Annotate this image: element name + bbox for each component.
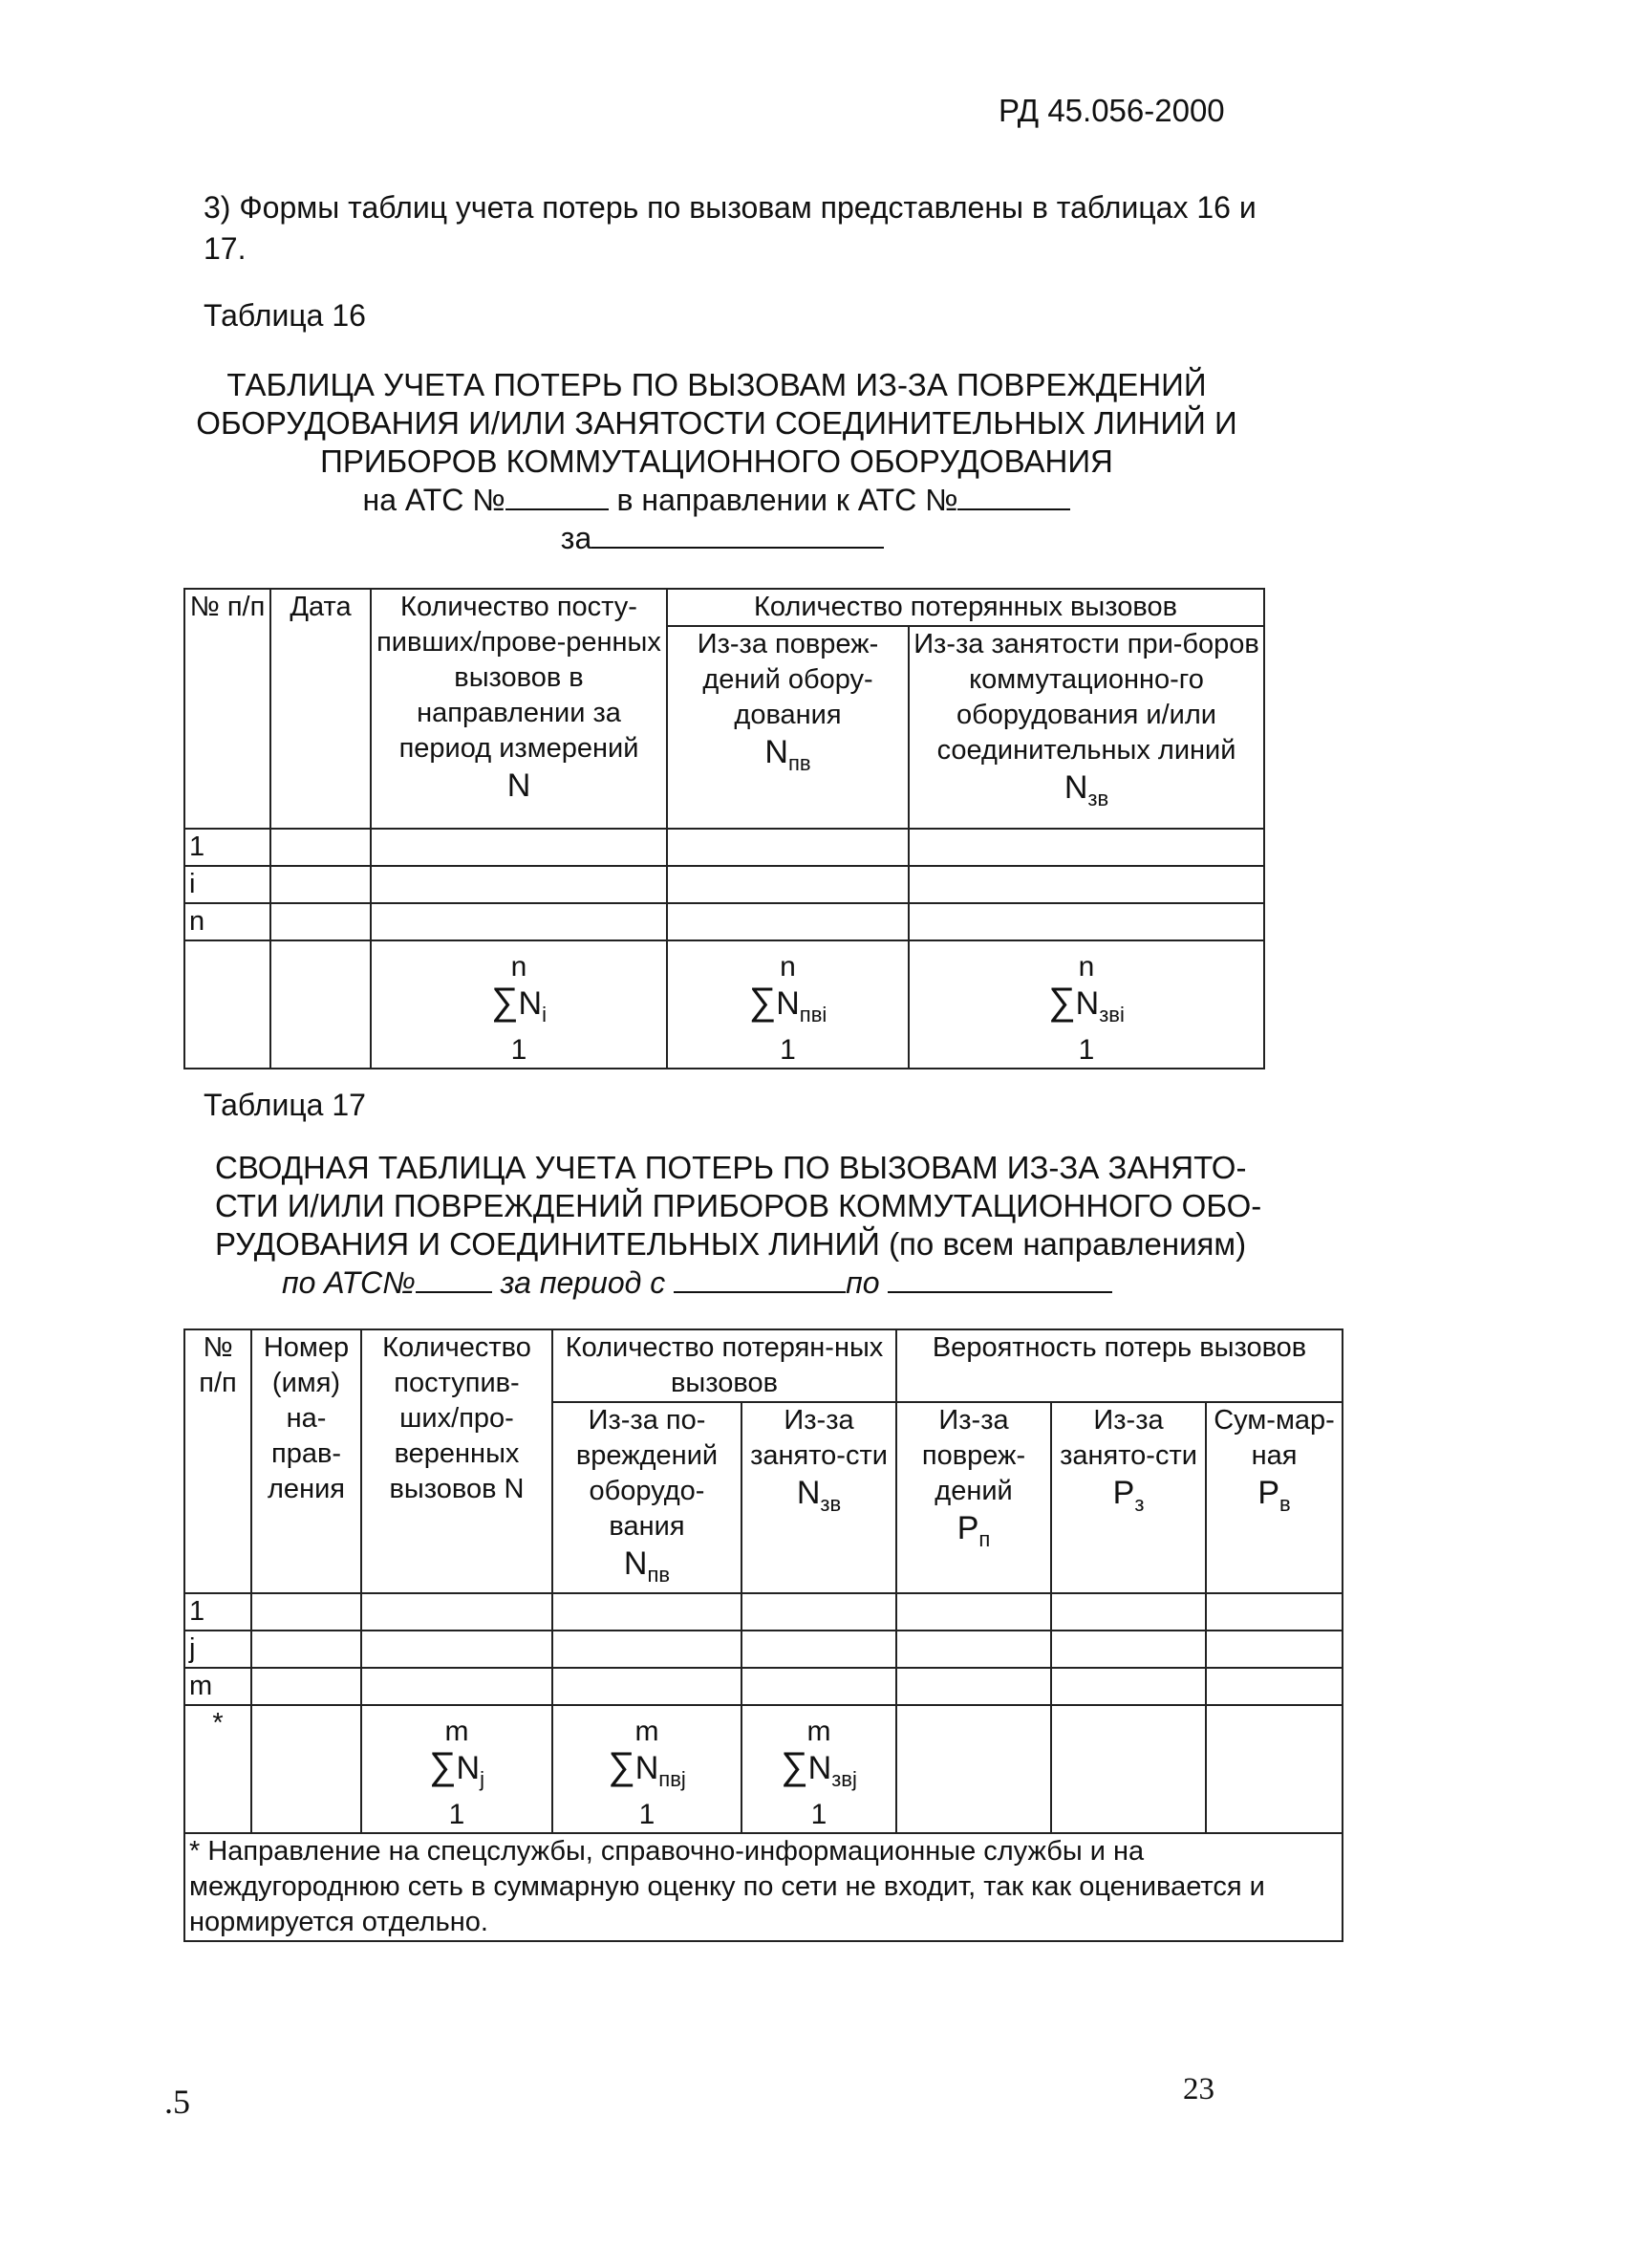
table17-title-line-2: СТИ И/ИЛИ ПОВРЕЖДЕНИЙ ПРИБОРОВ КОММУТАЦИОННОГО ОБО- xyxy=(215,1188,1262,1223)
sum-lower-limit: 1 xyxy=(638,1799,655,1830)
page-mark: .5 xyxy=(164,2083,190,2121)
table17-header-p-damage-subscript: п xyxy=(978,1527,991,1551)
table16-header-lost-group: Количество потерянных вызовов xyxy=(667,589,1264,626)
sum-upper-limit: n xyxy=(1078,951,1095,983)
table16 xyxy=(183,588,1265,1069)
table-cell xyxy=(270,866,371,903)
table-cell xyxy=(667,829,909,866)
table16-header-date: Дата xyxy=(270,589,371,829)
sum-sign: ∑ xyxy=(491,981,519,1023)
table16-title xyxy=(162,366,1271,557)
page-number: 23 xyxy=(1183,2072,1214,2106)
table17-header-busy-text: Из-за занято-сти xyxy=(750,1405,888,1471)
table17-row-label: j xyxy=(184,1631,251,1668)
sum-symbol: N xyxy=(776,985,800,1022)
table17-header-p-busy-text: Из-за занято-сти xyxy=(1060,1405,1197,1471)
table16-header-busy-symbol: N xyxy=(1064,769,1088,806)
table17-header-damage-text: Из-за по-вреждений оборудо-вания xyxy=(575,1405,719,1542)
table17-sub-period-to-label: по xyxy=(846,1265,880,1300)
sum-sign: ∑ xyxy=(608,1745,635,1787)
table17-header-damage xyxy=(552,1402,741,1593)
table16-sum-row xyxy=(184,940,1264,1069)
table17-title xyxy=(182,1149,1271,1302)
table-cell xyxy=(270,903,371,940)
table16-atc-blank xyxy=(505,484,609,510)
sum-symbol: N xyxy=(807,1750,832,1786)
sum-upper-limit: m xyxy=(444,1716,469,1747)
table-cell xyxy=(1051,1668,1206,1705)
table17-header-busy-symbol: N xyxy=(796,1475,821,1511)
table-cell xyxy=(667,903,909,940)
sum-lower-limit: 1 xyxy=(510,1034,527,1066)
table-row xyxy=(184,1593,1343,1631)
table16-direction-blank xyxy=(957,484,1070,510)
sum-sign: ∑ xyxy=(748,981,777,1023)
table17-header-p-total-symbol: P xyxy=(1257,1475,1280,1511)
table-cell xyxy=(1051,1705,1206,1833)
table16-header-num: № п/п xyxy=(184,589,270,829)
table-cell xyxy=(1206,1593,1343,1631)
table-cell xyxy=(270,829,371,866)
sum-subscript: пвj xyxy=(658,1767,686,1791)
table16-caption: Таблица 16 xyxy=(204,298,366,333)
sum-upper-limit: n xyxy=(510,951,527,983)
table-cell xyxy=(741,1593,896,1631)
table16-header-busy-text: Из-за занятости при-боров коммутационно-го оборудования и/или соединительных линий xyxy=(913,629,1259,766)
table-cell xyxy=(184,940,270,1069)
table17-atc-blank xyxy=(416,1266,492,1293)
table17-title-line-3: РУДОВАНИЯ И СОЕДИНИТЕЛЬНЫХ ЛИНИЙ (по всем направлениям) xyxy=(215,1226,1247,1262)
table-cell xyxy=(251,1631,361,1668)
table17-sum-busy xyxy=(741,1705,896,1833)
sum-upper-limit: m xyxy=(634,1716,659,1747)
sum-upper-limit: n xyxy=(780,951,796,983)
table16-header-damage-symbol: N xyxy=(764,734,788,770)
table17-footnote-row xyxy=(184,1833,1343,1941)
table16-sub-direction-label: в направлении к АТС № xyxy=(616,483,958,517)
table17-caption: Таблица 17 xyxy=(204,1088,366,1122)
document-code: РД 45.056-2000 xyxy=(999,93,1225,128)
table-row xyxy=(184,1631,1343,1668)
table-row xyxy=(184,829,1264,866)
sum-subscript: звj xyxy=(831,1767,857,1791)
sum-sign: ∑ xyxy=(781,1745,808,1787)
table-cell xyxy=(1051,1593,1206,1631)
table-row xyxy=(184,903,1264,940)
table16-sub-atc-label: на АТС № xyxy=(362,483,505,517)
table16-sum-damage xyxy=(667,940,909,1069)
table17-title-line-1: СВОДНАЯ ТАБЛИЦА УЧЕТА ПОТЕРЬ ПО ВЫЗОВАМ ИЗ-ЗА ЗАНЯТО- xyxy=(215,1150,1247,1185)
table-cell xyxy=(1206,1631,1343,1668)
sum-subscript: пвi xyxy=(799,1003,827,1026)
table-cell xyxy=(909,866,1264,903)
table16-title-line-2: ОБОРУДОВАНИЯ И/ИЛИ ЗАНЯТОСТИ СОЕДИНИТЕЛЬНЫХ ЛИНИЙ И xyxy=(196,405,1237,441)
sum-sign: ∑ xyxy=(1048,981,1076,1023)
table16-subtitle xyxy=(162,481,1271,519)
table17-header-p-total-subscript: в xyxy=(1279,1492,1291,1516)
table16-header-damage xyxy=(667,626,909,829)
sum-subscript: i xyxy=(542,1003,547,1026)
table16-row-label: 1 xyxy=(184,829,270,866)
table-cell xyxy=(741,1668,896,1705)
sum-lower-limit: 1 xyxy=(1078,1034,1095,1066)
table-cell xyxy=(896,1593,1051,1631)
sum-symbol: N xyxy=(456,1750,481,1786)
table16-header-busy-subscript: зв xyxy=(1087,787,1109,810)
table16-header-damage-subscript: пв xyxy=(787,751,811,775)
sum-lower-limit: 1 xyxy=(810,1799,827,1830)
table16-header-incoming xyxy=(371,589,667,829)
table-cell xyxy=(1206,1705,1343,1833)
table17-subtitle xyxy=(182,1264,1271,1302)
table-cell xyxy=(909,903,1264,940)
table-cell xyxy=(361,1631,552,1668)
table16-sum-busy xyxy=(909,940,1264,1069)
table-cell xyxy=(741,1631,896,1668)
table-cell xyxy=(667,866,909,903)
table17-header-p-damage-symbol: P xyxy=(956,1510,979,1546)
table16-row-label: n xyxy=(184,903,270,940)
table-cell xyxy=(896,1668,1051,1705)
sum-lower-limit: 1 xyxy=(780,1034,796,1066)
table17-period-to-blank xyxy=(888,1266,1112,1293)
table-cell xyxy=(552,1593,741,1631)
table17-sum-row xyxy=(184,1705,1343,1833)
table17-header-busy-subscript: зв xyxy=(820,1492,842,1516)
table-row xyxy=(184,1668,1343,1705)
table-row xyxy=(184,866,1264,903)
table16-header-incoming-symbol: N xyxy=(506,767,531,804)
table17-header-p-damage xyxy=(896,1402,1051,1593)
table17-total-mark: * xyxy=(184,1705,251,1833)
table17-header-p-damage-text: Из-за повреж-дений xyxy=(921,1405,1026,1506)
sum-lower-limit: 1 xyxy=(448,1799,465,1830)
sum-upper-limit: m xyxy=(806,1716,831,1747)
table17-header-p-busy-subscript: з xyxy=(1134,1492,1145,1516)
table16-title-line-3: ПРИБОРОВ КОММУТАЦИОННОГО ОБОРУДОВАНИЯ xyxy=(320,443,1113,479)
table17-header-busy xyxy=(741,1402,896,1593)
table-cell xyxy=(251,1668,361,1705)
table16-header-busy xyxy=(909,626,1264,829)
table-cell xyxy=(251,1593,361,1631)
table-cell xyxy=(552,1631,741,1668)
table17-header-name: Номер (имя) на-прав-ления xyxy=(251,1329,361,1593)
table17-header-incoming: Количество поступив-ших/про-веренных вызовов N xyxy=(361,1329,552,1593)
intro-paragraph: 3) Формы таблиц учета потерь по вызовам представлены в таблицах 16 и 17. xyxy=(204,190,1257,266)
table-cell xyxy=(251,1705,361,1833)
table17-header-p-total-text: Сум-мар-ная xyxy=(1214,1405,1335,1471)
table17-sub-period-from-label: за период с xyxy=(500,1265,666,1300)
sum-subscript: j xyxy=(480,1767,484,1791)
table16-header-damage-text: Из-за повреж-дений обору-дования xyxy=(697,629,879,730)
table16-header-incoming-text: Количество посту-пивших/прове-ренных вызовов в направлении за период измерений xyxy=(376,592,661,764)
table-cell xyxy=(896,1631,1051,1668)
table-cell xyxy=(896,1705,1051,1833)
table-cell xyxy=(552,1668,741,1705)
table-cell xyxy=(371,866,667,903)
table-cell xyxy=(1051,1631,1206,1668)
table17-sum-incoming xyxy=(361,1705,552,1833)
table16-title-line-1: ТАБЛИЦА УЧЕТА ПОТЕРЬ ПО ВЫЗОВАМ ИЗ-ЗА ПОВРЕЖДЕНИЙ xyxy=(226,367,1207,402)
table-cell xyxy=(361,1593,552,1631)
table17-footnote: * Направление на спецслужбы, справочно-информационные службы и на междугороднюю сеть в суммарную оценку по сети не входит, так как оценивается и нормируется отдельно. xyxy=(184,1833,1343,1941)
table17-header-p-busy-symbol: P xyxy=(1112,1475,1135,1511)
table16-sub-period-label: за xyxy=(560,521,592,555)
table17-sub-atc-label: по АТС№ xyxy=(282,1265,416,1300)
table17-sum-damage xyxy=(552,1705,741,1833)
sum-symbol: N xyxy=(634,1750,659,1786)
table17-row-label: m xyxy=(184,1668,251,1705)
table16-period-line xyxy=(162,519,1271,557)
table17-header-lost-group: Количество потерян-ных вызовов xyxy=(552,1329,896,1402)
table17-header-p-busy xyxy=(1051,1402,1206,1593)
sum-symbol: N xyxy=(518,985,543,1022)
table-cell xyxy=(270,940,371,1069)
sum-symbol: N xyxy=(1075,985,1100,1022)
table-cell xyxy=(371,829,667,866)
table17-header-damage-subscript: пв xyxy=(647,1563,671,1587)
table-cell xyxy=(371,903,667,940)
table-cell xyxy=(361,1668,552,1705)
table17-header-damage-symbol: N xyxy=(623,1545,648,1582)
sum-subscript: звi xyxy=(1099,1003,1125,1026)
table-cell xyxy=(1206,1668,1343,1705)
sum-sign: ∑ xyxy=(429,1745,457,1787)
table17-period-from-blank xyxy=(674,1266,846,1293)
table16-sum-incoming xyxy=(371,940,667,1069)
table17 xyxy=(183,1328,1343,1942)
table-cell xyxy=(909,829,1264,866)
table16-period-blank xyxy=(591,522,884,549)
table17-header-prob-group: Вероятность потерь вызовов xyxy=(896,1329,1343,1402)
table16-row-label: i xyxy=(184,866,270,903)
table17-row-label: 1 xyxy=(184,1593,251,1631)
table17-header-num: № п/п xyxy=(184,1329,251,1593)
table17-header-p-total xyxy=(1206,1402,1343,1593)
